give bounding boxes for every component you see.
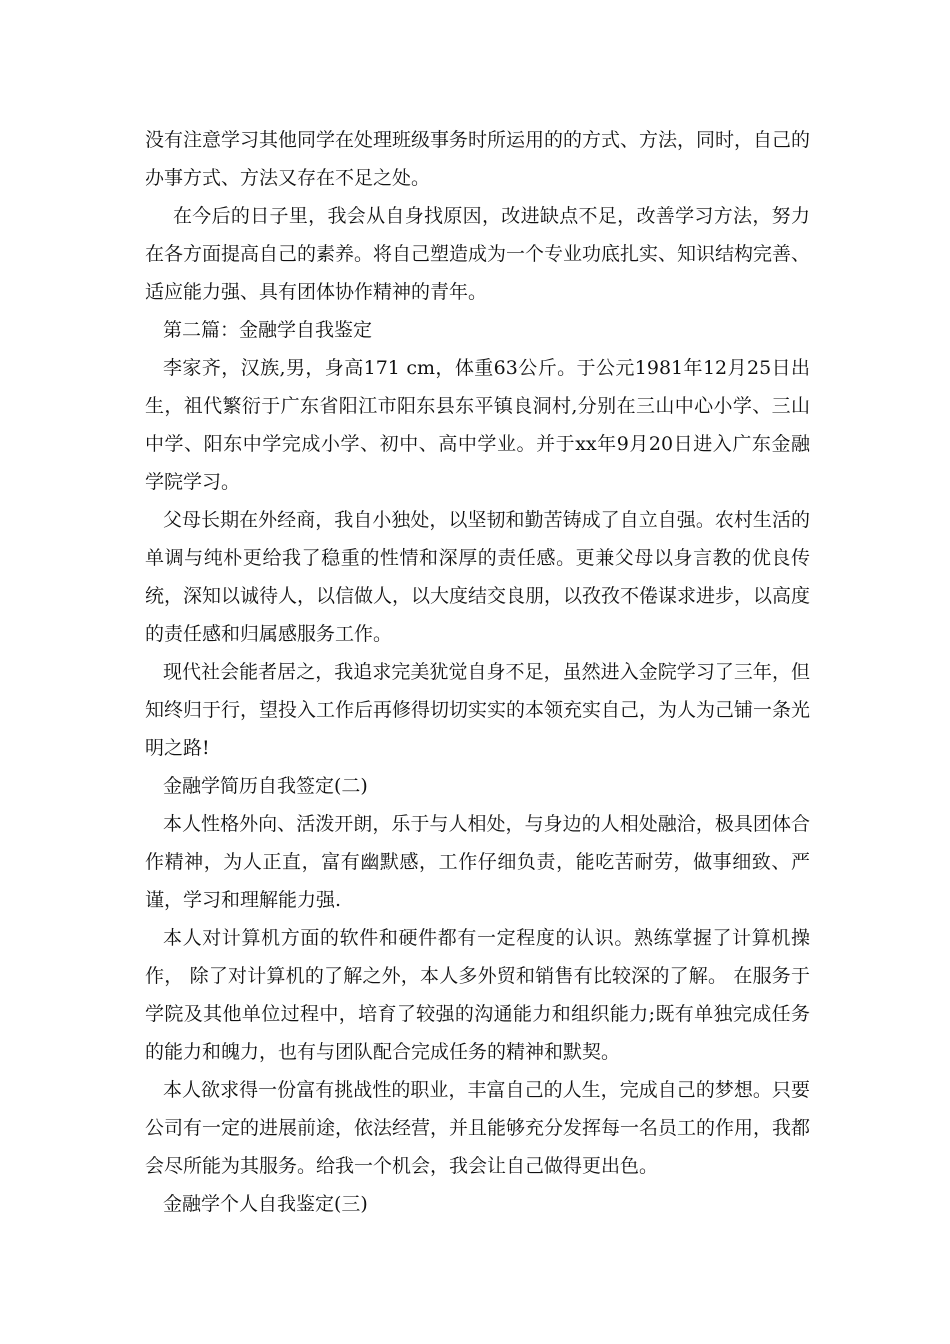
section-heading: 第二篇：金融学自我鉴定	[163, 319, 373, 341]
document-body	[145, 121, 810, 1223]
paragraph: 本人对计算机方面的软件和硬件都有一定程度的认识。熟练掌握了计算机操作， 除了对计算机的了解之外，本人多外贸和销售有比较深的了解。 在服务于学院及其他单位过程中，培育了较强的沟通能力和组织能力;既有单独完成任务的能力和魄力，也有与团队配合完成任务的精神和默契。	[145, 927, 810, 1063]
section-heading: 金融学个人自我鉴定(三)	[163, 1193, 368, 1215]
paragraph: 没有注意学习其他同学在处理班级事务时所运用的的方式、方法，同时，自己的办事方式、方法又存在不足之处。	[145, 129, 811, 189]
paragraph: 父母长期在外经商，我自小独处，以坚韧和勤苦铸成了自立自强。农村生活的单调与纯朴更给我了稳重的性情和深厚的责任感。更兼父母以身言教的优良传统，深知以诚待人，以信做人，以大度结交良朋，以孜孜不倦谋求进步，以高度的责任感和归属感服务工作。	[145, 509, 811, 645]
paragraph: 在今后的日子里，我会从自身找原因，改进缺点不足，改善学习方法，努力在各方面提高自己的素养。将自己塑造成为一个专业功底扎实、知识结构完善、适应能力强、具有团体协作精神的青年。	[145, 205, 811, 303]
paragraph: 李家齐，汉族,男，身高171 cm，体重63公斤。于公元1981年12月25日出生，祖代繁衍于广东省阳江市阳东县东平镇良洞村,分别在三山中心小学、三山中学、阳东中学完成小学、初中、高中学业。并于xx年9月20日进入广东金融学院学习。	[145, 357, 810, 493]
paragraph: 现代社会能者居之，我追求完美犹觉自身不足，虽然进入金院学习了三年，但知终归于行，望投入工作后再修得切切实实的本领充实自己，为人为己铺一条光明之路!	[145, 661, 811, 759]
section-heading: 金融学简历自我签定(二)	[163, 775, 368, 797]
paragraph: 本人欲求得一份富有挑战性的职业，丰富自己的人生，完成自己的梦想。只要公司有一定的进展前途，依法经营，并且能够充分发挥每一名员工的作用，我都会尽所能为其服务。给我一个机会，我会让自己做得更出色。	[145, 1079, 811, 1177]
paragraph: 本人性格外向、活泼开朗，乐于与人相处，与身边的人相处融洽，极具团体合作精神，为人正直，富有幽默感，工作仔细负责，能吃苦耐劳，做事细致、严谨，学习和理解能力强.	[145, 813, 810, 911]
